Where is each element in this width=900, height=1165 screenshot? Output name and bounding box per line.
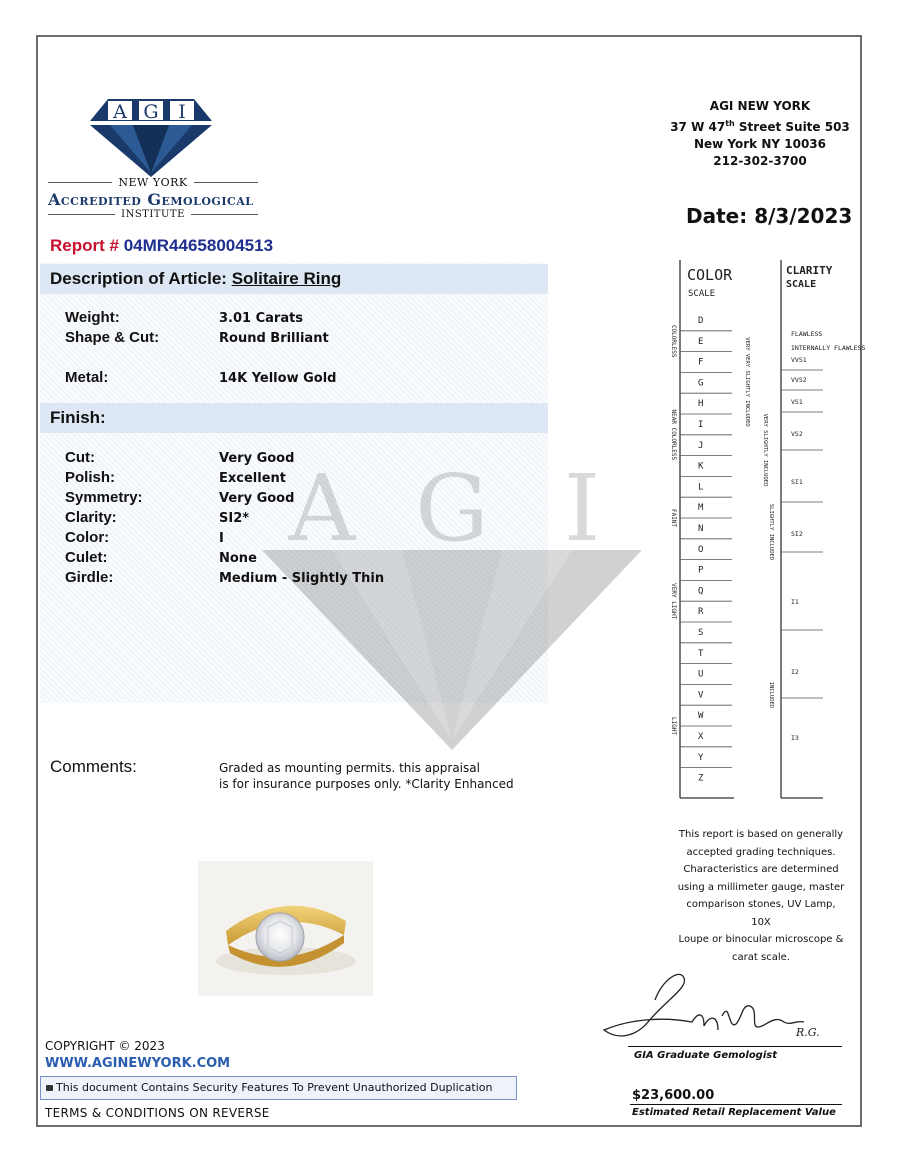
date-label: Date: xyxy=(686,204,748,228)
color-grade-z: Z xyxy=(698,773,704,784)
color-group-label: FAINT xyxy=(670,508,677,528)
color-grade-f: F xyxy=(698,357,704,368)
grading-scale-chart xyxy=(660,250,866,805)
symmetry-label: Symmetry: xyxy=(65,489,143,506)
clarity-grade: VVS2 xyxy=(791,376,807,384)
culet-value: None xyxy=(219,551,257,566)
disclaimer-line: Characteristics are determined xyxy=(683,864,839,875)
address-name: AGI NEW YORK xyxy=(709,99,811,113)
article-name: Solitaire Ring xyxy=(231,269,342,288)
color-groups xyxy=(670,325,677,735)
comments-line-2: is for insurance purposes only. *Clarity Enhanced xyxy=(219,777,514,791)
color-label: Color: xyxy=(65,529,110,546)
color-grade-s: S xyxy=(698,628,704,638)
cut-label: Cut: xyxy=(65,449,95,466)
weight-value: 3.01 Carats xyxy=(219,311,304,326)
price-underline xyxy=(630,1104,842,1105)
clarity-group-label: INCLUDED xyxy=(768,681,774,709)
address-city: New York NY 10036 xyxy=(693,137,826,151)
color-grade-e: E xyxy=(698,336,704,347)
logo-city: NEW YORK xyxy=(48,176,258,189)
disclaimer xyxy=(676,826,846,966)
clarity-value: SI2* xyxy=(219,511,250,526)
color-grade-j: J xyxy=(698,440,704,451)
clarity-grade: VVS1 xyxy=(791,356,807,364)
description-label: Description of Article: xyxy=(50,269,227,288)
cut-value: Very Good xyxy=(219,451,295,466)
svg-text:R.G.: R.G. xyxy=(796,1026,820,1039)
shape-cut-value: Round Brilliant xyxy=(219,331,329,346)
clarity-grade: SI1 xyxy=(791,478,803,486)
clarity-grade: VS1 xyxy=(791,398,803,406)
disclaimer-line: This report is based on generally xyxy=(678,829,844,840)
svg-text:G: G xyxy=(415,455,489,562)
report-value: 04MR44658004513 xyxy=(123,236,274,255)
girdle-label: Girdle: xyxy=(65,569,114,586)
address-phone: 212-302-3700 xyxy=(713,154,807,168)
clarity-scale-subtitle: SCALE xyxy=(786,279,817,290)
color-scale-subtitle: SCALE xyxy=(688,289,716,299)
girdle-value: Medium - Slightly Thin xyxy=(219,571,385,586)
security-text: This document Contains Security Features To Prevent Unauthorized Duplication xyxy=(56,1081,493,1094)
ring-photo xyxy=(198,861,373,996)
address-block xyxy=(660,98,860,170)
website-link[interactable]: WWW.AGINEWYORK.COM xyxy=(45,1056,231,1071)
logo-wordmark xyxy=(48,176,258,220)
description-heading xyxy=(50,269,341,289)
logo-name: Accredited Gemological xyxy=(48,190,254,209)
color-grade-i: I xyxy=(698,420,704,430)
metal-value: 14K Yellow Gold xyxy=(219,371,337,386)
clarity-groups xyxy=(744,337,774,708)
symmetry-value: Very Good xyxy=(219,491,295,506)
color-grade-r: R xyxy=(698,607,704,618)
clarity-grade: I3 xyxy=(791,734,799,742)
copyright: COPYRIGHT © 2023 xyxy=(45,1039,165,1053)
clarity-grade: FLAWLESS xyxy=(791,330,823,338)
polish-value: Excellent xyxy=(219,471,286,486)
color-group-label: LIGHT xyxy=(670,716,677,736)
color-group-label: VERY LIGHT xyxy=(670,583,677,620)
shape-cut-label: Shape & Cut: xyxy=(65,329,160,346)
color-grade-n: N xyxy=(698,524,704,534)
culet-label: Culet: xyxy=(65,549,108,566)
polish-label: Polish: xyxy=(65,469,116,486)
signature-line xyxy=(628,1046,842,1047)
comments-label: Comments: xyxy=(50,757,137,776)
comments-line-1: Graded as mounting permits. this appraisal xyxy=(219,761,480,775)
color-grade-h: H xyxy=(698,399,704,410)
color-grade-g: G xyxy=(698,378,704,389)
logo-letter-g: G xyxy=(143,101,159,123)
color-grades xyxy=(680,316,732,784)
report-label: Report # xyxy=(50,236,119,255)
signature-title: GIA Graduate Gemologist xyxy=(634,1050,778,1061)
disclaimer-line: Loupe or binocular microscope & xyxy=(678,934,844,945)
logo-letter-i: I xyxy=(178,101,186,123)
color-grade-y: Y xyxy=(698,752,704,763)
metal-label: Metal: xyxy=(65,369,109,386)
date-value: 8/3/2023 xyxy=(754,204,853,228)
replacement-value-label: Estimated Retail Replacement Value xyxy=(632,1107,836,1118)
signature-image xyxy=(600,960,840,1050)
report-number xyxy=(50,236,273,256)
agi-watermark xyxy=(262,440,642,760)
replacement-value: $23,600.00 xyxy=(632,1088,715,1103)
color-value: I xyxy=(219,531,224,546)
logo-letter-a: A xyxy=(113,101,127,123)
color-scale-title: COLOR xyxy=(687,266,733,284)
color-grade-u: U xyxy=(698,669,704,680)
color-grade-l: L xyxy=(698,482,704,493)
finish-band xyxy=(40,403,548,433)
clarity-group-label: VERY VERY SLIGHTLY INCLUDED xyxy=(744,337,750,427)
color-grade-d: D xyxy=(698,316,704,326)
clarity-scale-title: CLARITY xyxy=(786,264,833,277)
color-grade-q: Q xyxy=(698,586,704,597)
clarity-label: Clarity: xyxy=(65,509,117,526)
svg-text:A: A xyxy=(288,455,356,562)
disclaimer-line: using a millimeter gauge, master xyxy=(677,881,845,893)
disclaimer-line: comparison stones, UV Lamp, 10X xyxy=(686,899,836,928)
lock-icon xyxy=(46,1085,53,1091)
color-grade-k: K xyxy=(698,461,704,472)
clarity-grade: SI2 xyxy=(791,530,803,538)
color-grade-m: M xyxy=(698,503,704,514)
clarity-grade: I1 xyxy=(791,598,799,606)
color-grade-v: V xyxy=(698,690,704,701)
color-grade-p: P xyxy=(698,565,704,576)
clarity-grade: VS2 xyxy=(791,430,803,438)
color-grade-o: O xyxy=(698,544,704,555)
disclaimer-line: accepted grading techniques. xyxy=(686,846,836,858)
svg-text:I: I xyxy=(563,455,601,562)
security-notice xyxy=(40,1076,517,1100)
clarity-group-label: SLIGHTLY INCLUDED xyxy=(768,503,774,561)
disclaimer-line: carat scale. xyxy=(732,951,790,963)
diamond-logo-icon xyxy=(88,95,214,179)
address-street: 37 W 47th Street Suite 503 xyxy=(670,119,850,134)
color-grade-x: X xyxy=(698,732,704,742)
ring-image xyxy=(198,861,373,996)
comments-text xyxy=(219,760,514,792)
color-group-label: COLORLESS xyxy=(670,324,677,358)
weight-label: Weight: xyxy=(65,309,120,326)
color-grade-t: T xyxy=(698,648,704,659)
clarity-grade: INTERNALLY FLAWLESS xyxy=(791,344,866,352)
finish-heading: Finish: xyxy=(50,408,106,427)
color-grade-w: W xyxy=(698,711,704,722)
logo-institute: INSTITUTE xyxy=(48,209,258,220)
terms-notice: TERMS & CONDITIONS ON REVERSE xyxy=(45,1106,270,1120)
date xyxy=(686,204,852,228)
color-group-label: NEAR COLORLESS xyxy=(670,409,677,461)
clarity-group-label: VERY SLIGHTLY INCLUDED xyxy=(762,413,768,487)
clarity-grade: I2 xyxy=(791,668,799,676)
